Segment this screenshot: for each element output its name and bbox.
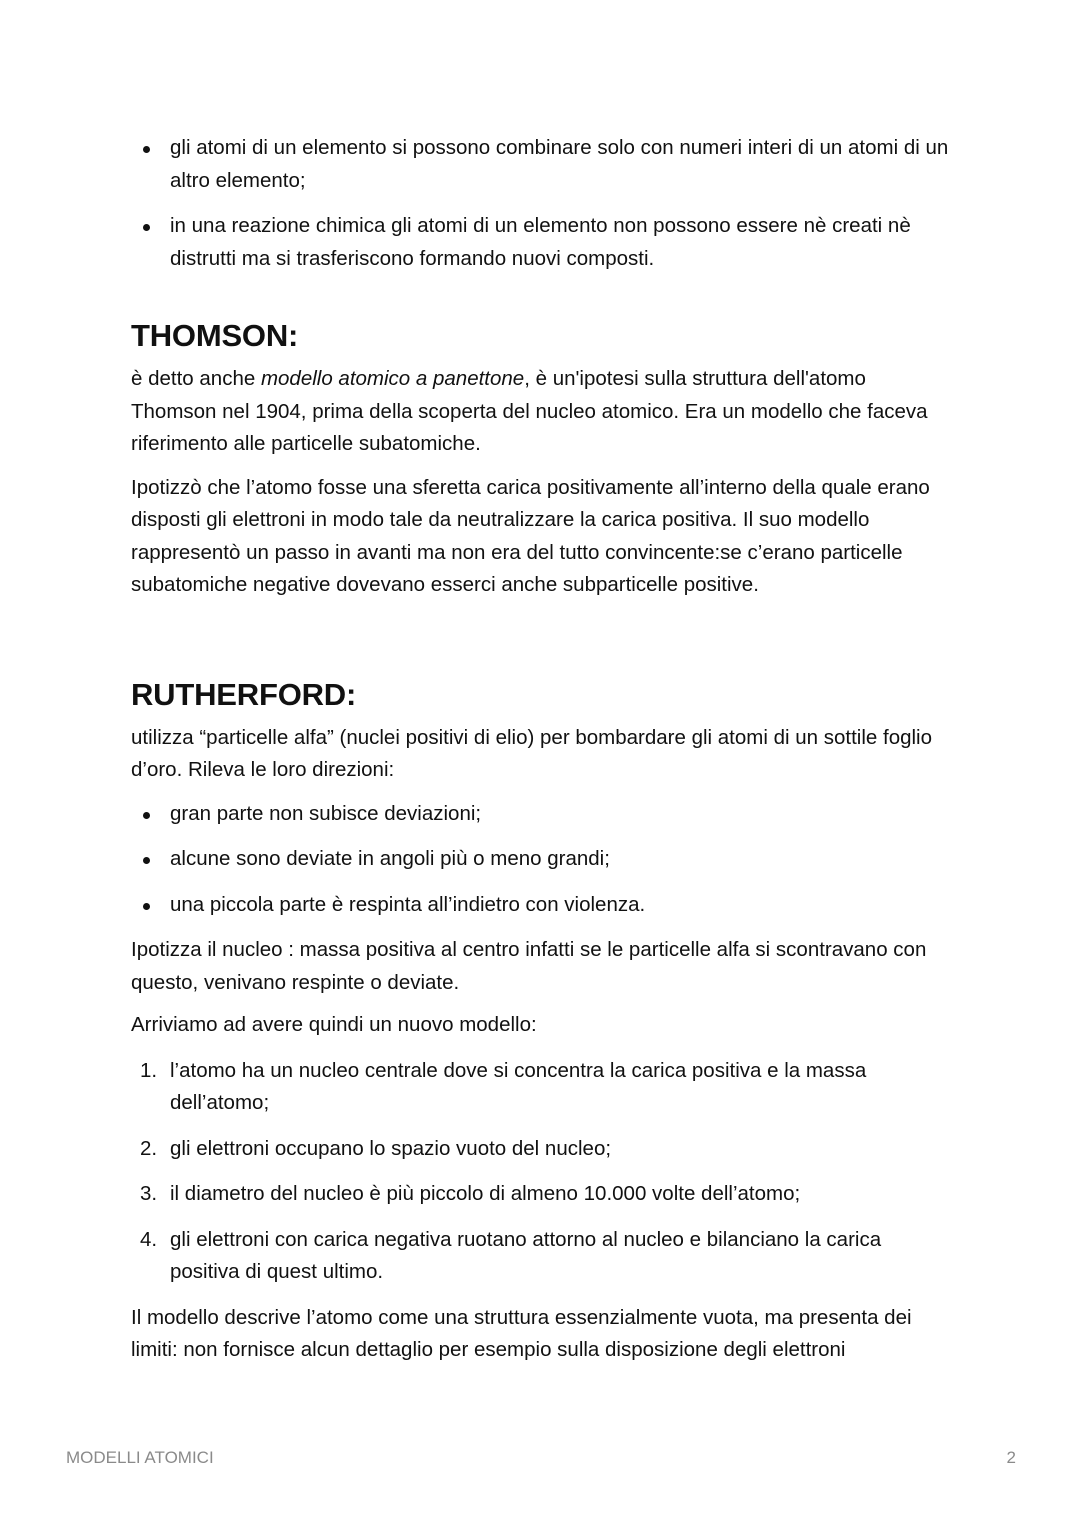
list-item — [131, 889, 951, 922]
item-number: 3. — [140, 1182, 158, 1205]
item-number: 1. — [140, 1058, 158, 1082]
footer-title: MODELLI ATOMICI — [66, 1448, 214, 1467]
item-number: 4. — [140, 1227, 158, 1251]
list-item — [131, 843, 951, 876]
numbered-item — [131, 1224, 951, 1289]
rutherford-heading: RUTHERFORD: — [131, 676, 357, 712]
rutherford-intro: utilizza “particelle alfa” (nuclei positivi di elio) per bombardare gli atomi di un sottile foglio d’oro. Rileva le loro direzioni: — [131, 725, 933, 781]
list-item-text: una piccola parte è respinta all’indietro con violenza. — [170, 892, 646, 916]
footer-page-number: 2 — [1006, 1448, 1016, 1467]
thomson-p1-emphasis: modello atomico a panettone — [260, 367, 525, 390]
item-text: gli elettroni con carica negativa ruotano attorno al nucleo e bilanciano la carica positiva di quest ultimo. — [170, 1227, 882, 1283]
list-item-text: gran parte non subisce deviazioni; — [170, 801, 482, 825]
rutherford-limiti-paragraph: Il modello descrive l’atomo come una struttura essenzialmente vuota, ma presenta dei limiti: non fornisce alcun dettaglio per esempio sulla disposizione degli elettroni — [131, 1305, 912, 1361]
thomson-paragraph-1 — [131, 363, 951, 461]
item-text: il diametro del nucleo è più piccolo di almeno 10.000 volte dell’atomo; — [170, 1182, 801, 1205]
thomson-p1-post: , è un'ipotesi sulla struttura dell'atomo Thomson nel 1904, prima della scoperta del nucleo atomico. Era un modello che faceva riferimento alle particelle subatomiche. — [131, 367, 928, 455]
numbered-item — [131, 1055, 951, 1120]
rutherford-bullet-list — [131, 798, 951, 922]
thomson-heading: THOMSON: — [131, 318, 299, 353]
item-text: l’atomo ha un nucleo centrale dove si concentra la carica positiva e la massa dell’atomo; — [170, 1058, 867, 1114]
list-item-text: alcune sono deviate in angoli più o meno grandi; — [170, 847, 610, 870]
item-text: gli elettroni occupano lo spazio vuoto del nucleo; — [170, 1136, 612, 1160]
list-item — [131, 132, 951, 197]
intro-bullet-list — [131, 132, 951, 275]
rutherford-nucleo-paragraph: Ipotizza il nucleo : massa positiva al centro infatti se le particelle alfa si scontravano con questo, venivano respinte o deviate. — [131, 938, 927, 994]
list-item — [131, 798, 951, 831]
thomson-paragraph-2: Ipotizzò che l’atomo fosse una sferetta carica positivamente all’interno della quale erano disposti gli elettroni in modo tale da neutralizzare la carica positiva. Il suo modello rappresentò un passo in avanti ma non era del tutto convincente:se c’erano particelle subatomiche negative dovevano esserci anche subparticelle positive. — [131, 475, 930, 596]
document-page — [131, 128, 951, 1367]
numbered-item — [131, 1178, 951, 1211]
rutherford-numbered-list — [131, 1055, 951, 1289]
list-item-text: gli atomi di un elemento si possono combinare solo con numeri interi di un atomi di un altro elemento; — [170, 136, 949, 192]
list-item-text: in una reazione chimica gli atomi di un elemento non possono essere nè creati nè distrutti ma si trasferiscono formando nuovi composti. — [170, 214, 911, 270]
thomson-p1-pre: è detto anche — [131, 367, 261, 390]
list-item — [131, 210, 951, 275]
numbered-item — [131, 1133, 951, 1166]
rutherford-modello-paragraph: Arriviamo ad avere quindi un nuovo modello: — [131, 1013, 537, 1036]
item-number: 2. — [140, 1136, 158, 1160]
